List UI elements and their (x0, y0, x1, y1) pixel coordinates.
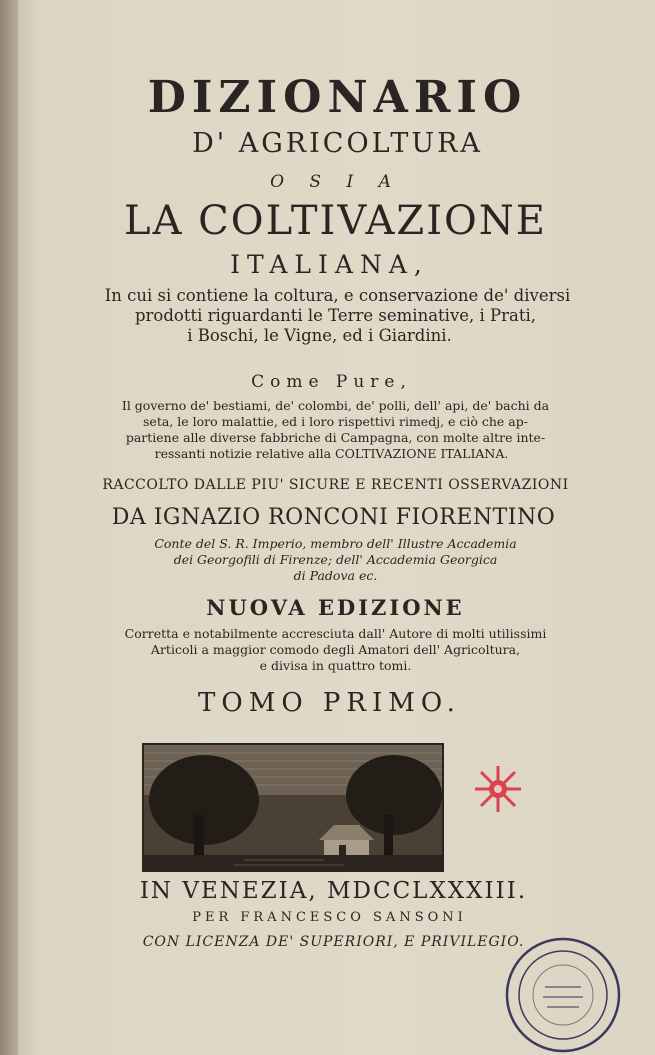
printer-line: PER FRANCESCO SANSONI (192, 910, 467, 925)
library-stamp-icon (503, 935, 623, 1055)
title-line-coltivazione: LA COLTIVAZIONE (124, 198, 547, 244)
edition-note-line: Articoli a maggior comodo degli Amatori dell' Agricoltura, (150, 642, 521, 657)
woodcut-landscape-icon (144, 745, 442, 870)
author-credentials-line: Conte del S. R. Imperio, membro dell' Illustre Accademia (154, 536, 517, 551)
author-credentials-line: di Padova ec. (293, 568, 378, 583)
author-name: DA IGNAZIO RONCONI FIORENTINO (111, 505, 556, 530)
volume-label: TOMO PRIMO. (198, 688, 461, 718)
subtitle-line: In cui si contiene la coltura, e conservazione de' diversi (104, 286, 571, 305)
edition-note-line: Corretta e notabilmente accresciuta dall' Autore di molti utilissimi (124, 626, 547, 641)
description-line: seta, le loro malattie, ed i loro rispettivi rimedj, e ciò che ap- (143, 414, 528, 429)
edition-heading: NUOVA EDIZIONE (206, 595, 465, 620)
description-line: partiene alle diverse fabbriche di Campagna, con molte altre inte- (125, 430, 546, 445)
come-pure-heading: Come Pure, (251, 372, 412, 392)
license-line: CON LICENZA DE' SUPERIORI, E PRIVILEGIO. (142, 934, 525, 950)
description-line: Il governo de' bestiami, de' colombi, de' polli, dell' api, de' bachi da (121, 398, 550, 413)
author-credentials-line: dei Georgofili di Firenze; dell' Accademia Georgica (173, 552, 498, 567)
subtitle-line: i Boschi, le Vigne, ed i Giardini. (187, 326, 452, 345)
woodcut-illustration (142, 743, 444, 872)
title-line-italiana: ITALIANA, (230, 250, 429, 279)
title-line-osia: O S I A (270, 172, 401, 192)
edition-note-line: e divisa in quattro tomi. (259, 658, 412, 673)
raccolto-line: RACCOLTO DALLE PIU' SICURE E RECENTI OSSERVAZIONI (102, 477, 569, 493)
title-line-dizionario: DIZIONARIO (147, 72, 528, 123)
description-line: ressanti notizie relative alla COLTIVAZIONE ITALIANA. (154, 446, 509, 461)
imprint-place: IN VENEZIA, MDCCLXXXIII. (139, 878, 528, 904)
subtitle-line: prodotti riguardanti le Terre seminative, i Prati, (134, 306, 537, 325)
title-line-agricoltura: D' AGRICOLTURA (192, 128, 483, 159)
rosette-ornament-icon (469, 760, 527, 818)
